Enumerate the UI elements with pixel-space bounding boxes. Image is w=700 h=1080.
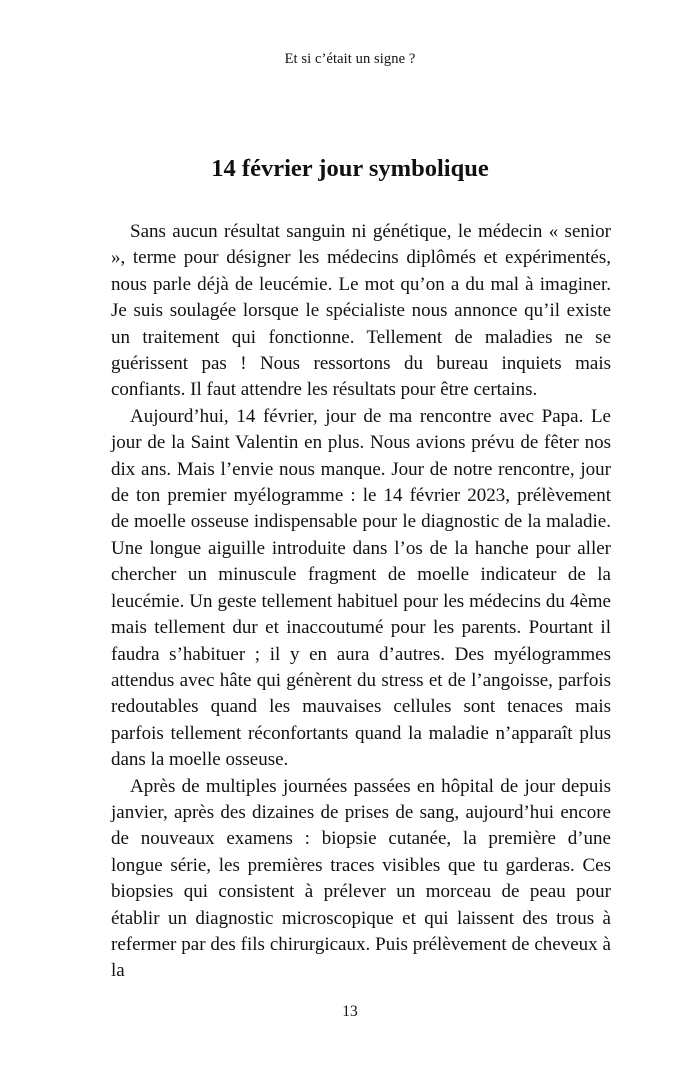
chapter-title: 14 février jour symbolique <box>211 155 489 182</box>
page-number: 13 <box>342 1003 358 1020</box>
body-text <box>111 219 611 985</box>
paragraph: Aujourd’hui, 14 février, jour de ma rencontre avec Papa. Le jour de la Saint Valentin en plus. Nous avions prévu de fêter nos dix ans. Mais l’envie nous manque. Jour de notre rencontre, jour de ton premier myélogramme : le 14 février 2023, prélèvement de moelle osseuse indispensable pour le diagnostic de la maladie. Une longue aiguille introduite dans l’os de la hanche pour aller chercher un minuscule fragment de moelle indicateur de la leucémie. Un geste tellement habituel pour les médecins du 4ème mais tellement dur et inaccoutumé pour les parents. Pourtant il faudra s’habituer ; il y en aura d’autres. Des myélogrammes attendus avec hâte qui génèrent du stress et de l’angoisse, parfois redoutables quand les mauvaises cellules sont tenaces mais parfois tellement réconfortants quand la maladie n’apparaît plus dans la moelle osseuse. <box>111 405 611 771</box>
running-header: Et si c’était un signe ? <box>284 51 416 67</box>
paragraph: Sans aucun résultat sanguin ni génétique, le médecin « senior », terme pour désigner les médecins diplômés et expérimentés, nous parle déjà de leucémie. Le mot qu’on a du mal à imaginer. Je suis soulagée lorsque le spécialiste nous annonce qu’il existe un traitement qui fonctionne. Tellement de maladies ne se guérissent pas ! Nous ressortons du bureau inquiets mais confiants. Il faut attendre les résultats pour être certains. <box>111 221 611 401</box>
paragraph: Après de multiples journées passées en hôpital de jour depuis janvier, après des dizaines de prises de sang, aujourd’hui encore de nouveaux examens : biopsie cutanée, la première d’une longue série, les premières traces visibles que tu garderas. Ces biopsies qui consistent à prélever un morceau de peau pour établir un diagnostic microscopique et qui laissent des trous à refermer par des fils chirurgicaux. Puis prélèvement de cheveux à la <box>111 775 611 982</box>
